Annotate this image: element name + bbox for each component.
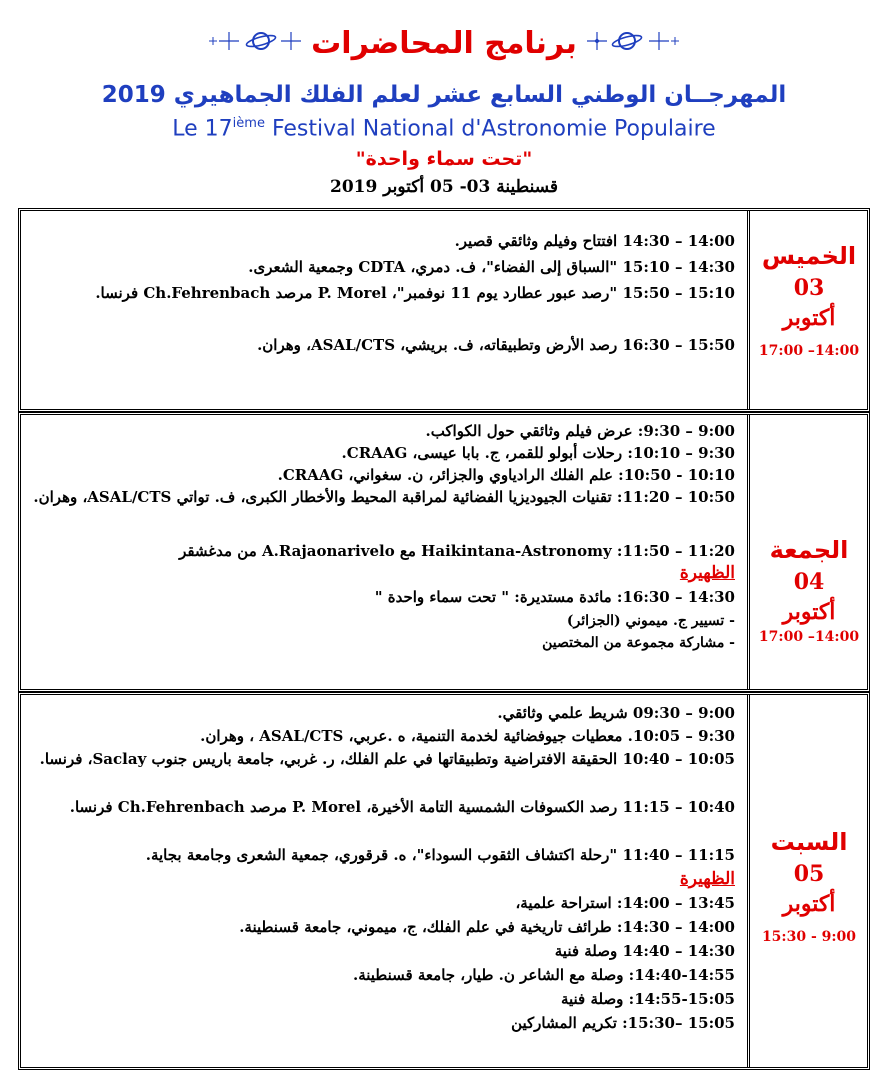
festival-title-arabic: المهرجــان الوطني السابع عشر لعلم الفلك الجماهيري 2019 — [101, 82, 787, 108]
list-item: 13:45 – 14:00: استراحة علمية، — [515, 894, 735, 912]
list-item: 14:00 – 14:30 افتتاح وفيلم وثائقي قصير. — [454, 232, 735, 250]
section-heading: الظهيرة — [679, 563, 735, 583]
list-item: 14:40-14:55: وصلة مع الشاعر ن. طيار، جامعة قسنطينة. — [352, 966, 735, 984]
list-item: 14:55-15:05: وصلة فنية — [560, 990, 735, 1008]
list-item: - تسيير ج. ميموني (الجزائر) — [566, 613, 735, 629]
day-block-saturday — [18, 692, 870, 1070]
list-item: 10:10 - 10:50: علم الفلك الرادياوي والجزائر، ن. سغواني، CRAAG. — [277, 466, 735, 484]
list-item: 14:30 – 14:40 وصلة فنية — [554, 942, 735, 960]
list-item: - مشاركة مجموعة من المختصين — [542, 635, 735, 651]
slogan: "تحت سماء واحدة" — [355, 148, 533, 170]
list-item: 9:30 – 10:05. معطيات جيوفضائية لخدمة التنمية، ه .عربي، ASAL/CTS ، وهران. — [200, 727, 735, 745]
section-heading: الظهيرة — [679, 869, 735, 889]
title-row — [0, 22, 888, 64]
day-label: الخميس 03 أكتوبر 14:00– 17:00 — [758, 242, 860, 359]
list-item: 9:00 – 09:30 شريط علمي وثائقي. — [497, 704, 735, 722]
list-item: 14:30 – 15:10 "السباق إلى الفضاء"، ف. دمري، CDTA وجمعية الشعرى. — [248, 258, 735, 276]
session-list — [27, 703, 741, 1037]
festival-title-french: Le 17ième Festival National d'Astronomie Populaire — [172, 116, 716, 142]
list-item: 9:30 – 10:10: رحلات أبولو للقمر، ج. بابا عيسى، CRAAG. — [341, 444, 735, 462]
list-item: 10:05 – 10:40 الحقيقة الافتراضية وتطبيقاتها في علم الفلك، ر. غربي، جامعة باريس جنوب Saclay، فرنسا. — [39, 750, 735, 768]
list-item: 10:40 – 11:15 رصد الكسوفات الشمسية التامة الأخيرة، P. Morel مرصد Ch.Fehrenbach فرنسا. — [69, 798, 735, 816]
list-item: 11:20 – 11:50: Haikintana-Astronomy مع A.Rajaonarivelo من مدغشقر — [179, 542, 735, 560]
list-item: 15:05 –15:30: تكريم المشاركين — [511, 1014, 735, 1032]
list-item: 15:10 – 15:50 "رصد عبور عطارد يوم 11 نوفمبر"، P. Morel مرصد Ch.Fehrenbach فرنسا. — [95, 284, 735, 302]
day-block-friday — [18, 412, 870, 692]
session-list — [27, 231, 741, 361]
list-item: 14:30 – 16:30: مائدة مستديرة: " تحت سماء واحدة " — [374, 588, 735, 606]
day-block-thursday — [18, 208, 870, 412]
day-label: الجمعة 04 أكتوبر 14:00– 17:00 — [758, 536, 860, 645]
place-date: قسنطينة 03- 05 أكتوبر 2019 — [329, 177, 558, 197]
session-list — [27, 421, 741, 655]
list-item: 9:00 – 9:30: عرض فيلم وثائقي حول الكواكب. — [425, 422, 735, 440]
list-item: 10:50 – 11:20: تقنيات الجيوديزيا الفضائية لمراقبة المحيط والأخطار الكبرى، ف. تواتي ASAL/CTS، وهران. — [33, 488, 735, 506]
planet-star-ornament-icon — [587, 26, 679, 60]
page-title: برنامج المحاضرات — [311, 25, 577, 61]
day-label: السبت 05 أكتوبر 9:00 - 15:30 — [761, 828, 857, 945]
list-item: 14:00 – 14:30: طرائف تاريخية في علم الفلك، ج، ميموني، جامعة قسنطينة. — [239, 918, 735, 936]
planet-star-ornament-icon — [209, 26, 301, 60]
list-item: 11:15 – 11:40 "رحلة اكتشاف الثقوب السوداء"، ه. قرقوري، جمعية الشعرى وجامعة بجاية. — [145, 846, 735, 864]
list-item: 15:50 – 16:30 رصد الأرض وتطبيقاته، ف. بريشي، ASAL/CTS، وهران. — [257, 336, 735, 354]
